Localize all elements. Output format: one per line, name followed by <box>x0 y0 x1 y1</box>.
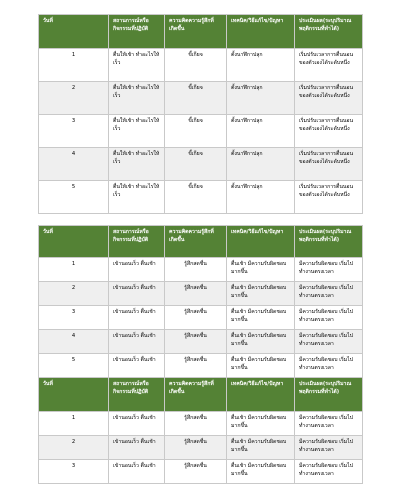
cell-day: 3 <box>39 115 109 148</box>
cell-thought: ขี้เกียจ <box>165 115 227 148</box>
cell-day: 3 <box>39 460 109 484</box>
table-row <box>39 330 363 354</box>
cell-technique: ตื่นเช้า มีความรับผิดชอบมากขึ้น <box>227 306 295 330</box>
header-result: ประเมินผล(ระบุปริมาณพฤติกรรมที่ทำได้) <box>295 15 363 49</box>
cell-technique: ตั้งนาฬิกาปลุก <box>227 148 295 181</box>
header-situation: สถานการณ์หรือกิจกรรมที่ปฏิบัติ <box>109 226 165 258</box>
header-result: ประเมินผล(ระบุปริมาณพฤติกรรมที่ทำได้) <box>295 226 363 258</box>
cell-thought: รู้สึกสดชื่น <box>165 330 227 354</box>
cell-situation: ตื่นให้เช้า ทำอะไรให้เร็ว <box>109 49 165 82</box>
header-result: ประเมินผล(ระบุปริมาณพฤติกรรมที่ทำได้) <box>295 378 363 412</box>
cell-day: 4 <box>39 148 109 181</box>
cell-technique: ตั้งนาฬิกาปลุก <box>227 181 295 214</box>
cell-day: 5 <box>39 181 109 214</box>
cell-thought: รู้สึกสดชื่น <box>165 354 227 378</box>
header-situation: สถานการณ์หรือกิจกรรมที่ปฏิบัติ <box>109 378 165 412</box>
header-thought: ความคิดความรู้สึกที่เกิดขึ้น <box>165 378 227 412</box>
cell-day: 3 <box>39 306 109 330</box>
header-technique: เทคนิค/วิธีแก้ไข/ปัญหา <box>227 226 295 258</box>
cell-situation: เข้านอนเร็ว ตื่นเช้า <box>109 436 165 460</box>
behavior-log-table-2 <box>38 225 363 484</box>
cell-day: 5 <box>39 354 109 378</box>
table-row <box>39 148 363 181</box>
cell-day: 1 <box>39 258 109 282</box>
cell-situation: เข้านอนเร็ว ตื่นเช้า <box>109 460 165 484</box>
table-row <box>39 282 363 306</box>
cell-technique: ตื่นเช้า มีความรับผิดชอบมากขึ้น <box>227 460 295 484</box>
table-row <box>39 115 363 148</box>
table-row <box>39 258 363 282</box>
table-row <box>39 82 363 115</box>
header-thought: ความคิดความรู้สึกที่เกิดขึ้น <box>165 226 227 258</box>
cell-day: 2 <box>39 282 109 306</box>
table-header-row <box>39 226 363 258</box>
cell-result: มีความรับผิดชอบ เริ่มไปทำงานตรงเวลา <box>295 436 363 460</box>
table-row <box>39 181 363 214</box>
cell-result: มีความรับผิดชอบ เริ่มไปทำงานตรงเวลา <box>295 282 363 306</box>
cell-thought: รู้สึกสดชื่น <box>165 412 227 436</box>
cell-result: เริ่มปรับเวลาการตื่นนอนของตัวเองได้ระดับหนึ่ง <box>295 82 363 115</box>
cell-situation: เข้านอนเร็ว ตื่นเช้า <box>109 306 165 330</box>
cell-result: มีความรับผิดชอบ เริ่มไปทำงานตรงเวลา <box>295 412 363 436</box>
cell-technique: ตื่นเช้า มีความรับผิดชอบมากขึ้น <box>227 412 295 436</box>
cell-technique: ตื่นเช้า มีความรับผิดชอบมากขึ้น <box>227 282 295 306</box>
cell-situation: เข้านอนเร็ว ตื่นเช้า <box>109 412 165 436</box>
cell-technique: ตื่นเช้า มีความรับผิดชอบมากขึ้น <box>227 258 295 282</box>
cell-thought: ขี้เกียจ <box>165 49 227 82</box>
cell-result: มีความรับผิดชอบ เริ่มไปทำงานตรงเวลา <box>295 354 363 378</box>
cell-result: เริ่มปรับเวลาการตื่นนอนของตัวเองได้ระดับหนึ่ง <box>295 115 363 148</box>
table-row <box>39 412 363 436</box>
header-day: วันที่ <box>39 378 109 412</box>
cell-thought: รู้สึกสดชื่น <box>165 282 227 306</box>
cell-situation: ตื่นให้เช้า ทำอะไรให้เร็ว <box>109 181 165 214</box>
cell-technique: ตั้งนาฬิกาปลุก <box>227 49 295 82</box>
cell-thought: ขี้เกียจ <box>165 181 227 214</box>
header-day: วันที่ <box>39 15 109 49</box>
cell-situation: เข้านอนเร็ว ตื่นเช้า <box>109 354 165 378</box>
cell-day: 2 <box>39 82 109 115</box>
header-technique: เทคนิค/วิธีแก้ไข/ปัญหา <box>227 378 295 412</box>
cell-thought: รู้สึกสดชื่น <box>165 258 227 282</box>
cell-technique: ตั้งนาฬิกาปลุก <box>227 115 295 148</box>
table-row <box>39 306 363 330</box>
cell-result: เริ่มปรับเวลาการตื่นนอนของตัวเองได้ระดับหนึ่ง <box>295 181 363 214</box>
header-technique: เทคนิค/วิธีแก้ไข/ปัญหา <box>227 15 295 49</box>
header-thought: ความคิดความรู้สึกที่เกิดขึ้น <box>165 15 227 49</box>
table-row <box>39 436 363 460</box>
cell-result: มีความรับผิดชอบ เริ่มไปทำงานตรงเวลา <box>295 460 363 484</box>
cell-result: เริ่มปรับเวลาการตื่นนอนของตัวเองได้ระดับหนึ่ง <box>295 148 363 181</box>
cell-day: 1 <box>39 49 109 82</box>
cell-thought: ขี้เกียจ <box>165 82 227 115</box>
cell-result: เริ่มปรับเวลาการตื่นนอนของตัวเองได้ระดับหนึ่ง <box>295 49 363 82</box>
cell-day: 4 <box>39 330 109 354</box>
cell-result: มีความรับผิดชอบ เริ่มไปทำงานตรงเวลา <box>295 330 363 354</box>
cell-situation: ตื่นให้เช้า ทำอะไรให้เร็ว <box>109 82 165 115</box>
table-header-row <box>39 15 363 49</box>
cell-situation: เข้านอนเร็ว ตื่นเช้า <box>109 282 165 306</box>
behavior-log-table-1 <box>38 14 363 214</box>
cell-technique: ตั้งนาฬิกาปลุก <box>227 82 295 115</box>
header-situation: สถานการณ์หรือกิจกรรมที่ปฏิบัติ <box>109 15 165 49</box>
cell-situation: ตื่นให้เช้า ทำอะไรให้เร็ว <box>109 115 165 148</box>
table-row <box>39 460 363 484</box>
cell-situation: เข้านอนเร็ว ตื่นเช้า <box>109 258 165 282</box>
cell-result: มีความรับผิดชอบ เริ่มไปทำงานตรงเวลา <box>295 306 363 330</box>
table-row <box>39 49 363 82</box>
cell-technique: ตื่นเช้า มีความรับผิดชอบมากขึ้น <box>227 330 295 354</box>
cell-thought: รู้สึกสดชื่น <box>165 306 227 330</box>
cell-technique: ตื่นเช้า มีความรับผิดชอบมากขึ้น <box>227 354 295 378</box>
table-header-row <box>39 378 363 412</box>
header-day: วันที่ <box>39 226 109 258</box>
table-row <box>39 354 363 378</box>
cell-situation: ตื่นให้เช้า ทำอะไรให้เร็ว <box>109 148 165 181</box>
cell-technique: ตื่นเช้า มีความรับผิดชอบมากขึ้น <box>227 436 295 460</box>
cell-situation: เข้านอนเร็ว ตื่นเช้า <box>109 330 165 354</box>
cell-result: มีความรับผิดชอบ เริ่มไปทำงานตรงเวลา <box>295 258 363 282</box>
cell-day: 1 <box>39 412 109 436</box>
cell-day: 2 <box>39 436 109 460</box>
cell-thought: รู้สึกสดชื่น <box>165 460 227 484</box>
cell-thought: ขี้เกียจ <box>165 148 227 181</box>
cell-thought: รู้สึกสดชื่น <box>165 436 227 460</box>
